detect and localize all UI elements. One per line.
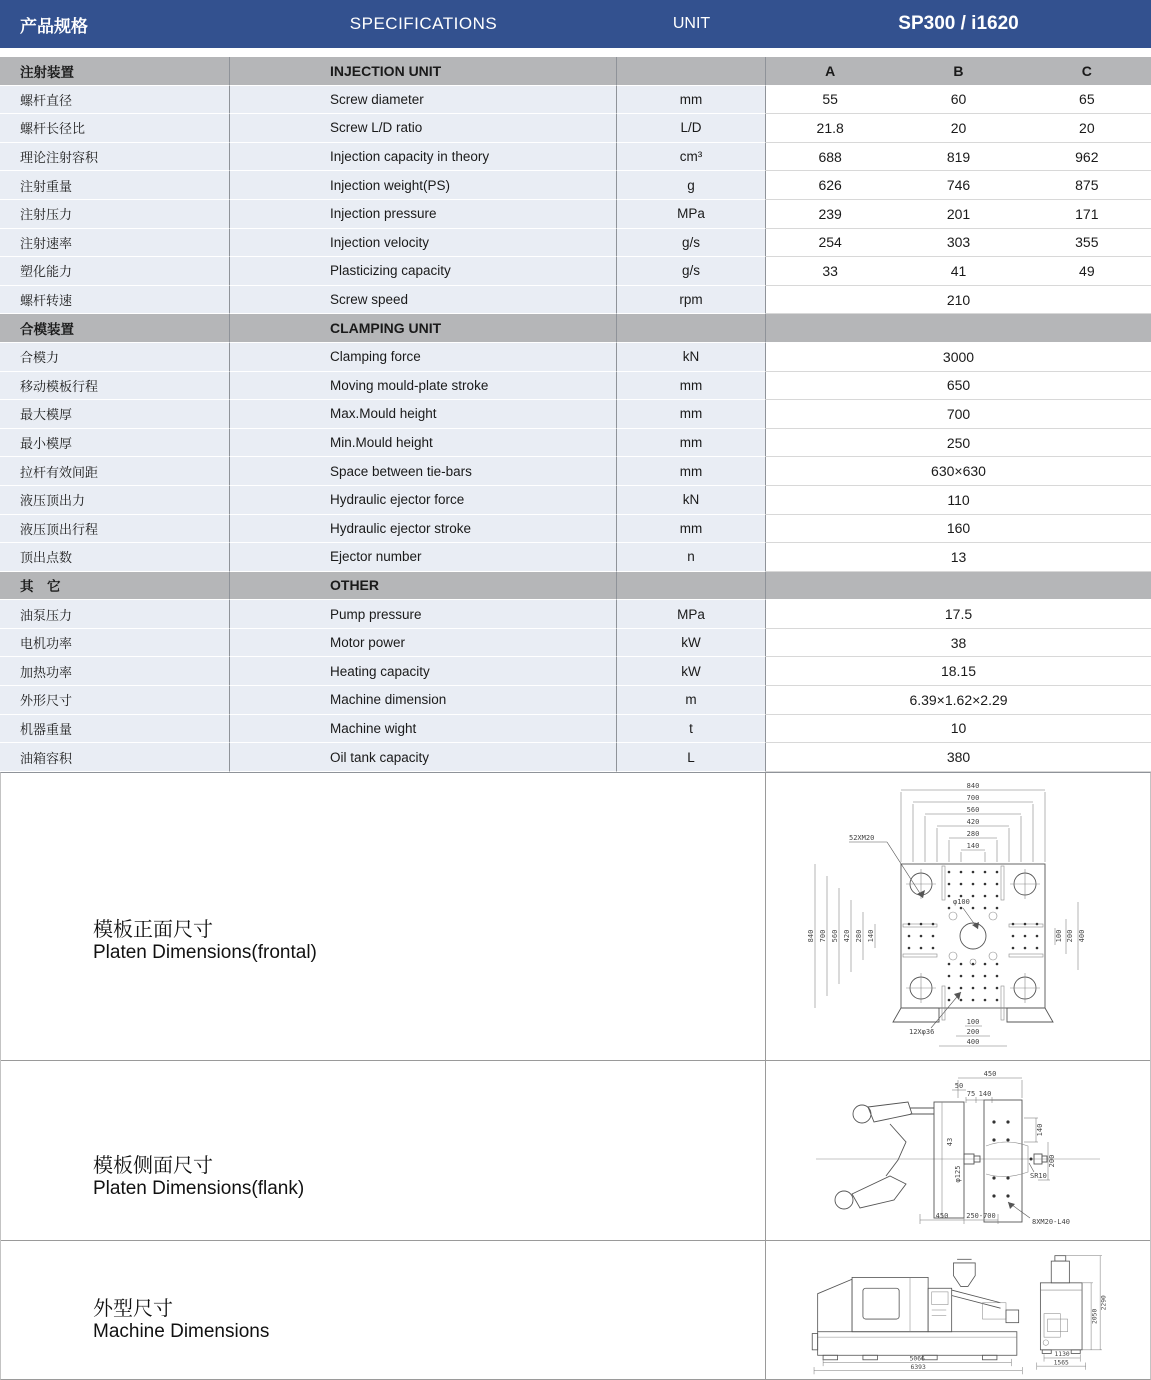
spec-en: Hydraulic ejector force (230, 486, 617, 515)
spec-unit: L (617, 743, 766, 772)
section-row-injection (0, 57, 1151, 86)
dim-label: 140 (867, 930, 875, 943)
spec-en: Injection weight(PS) (230, 171, 617, 200)
table-row (0, 171, 1151, 200)
header-bar (0, 0, 1151, 48)
value-b: 303 (946, 234, 971, 251)
spec-en: Screw diameter (230, 86, 617, 115)
section-en: CLAMPING UNIT (230, 314, 617, 343)
spec-unit: g/s (617, 229, 766, 258)
value-b: 201 (946, 205, 971, 222)
value-b: 819 (946, 148, 971, 165)
header-title-cn: 产品规格 (20, 16, 88, 36)
panel-label-en: Machine Dimensions (93, 1321, 270, 1343)
spec-cn: 注射速率 (0, 229, 230, 258)
table-row (0, 343, 1151, 372)
panel-label-machine (1, 1241, 766, 1379)
spec-en: Clamping force (230, 343, 617, 372)
spec-cn: 液压顶出行程 (0, 515, 230, 544)
spec-unit: mm (617, 372, 766, 401)
value-a: 21.8 (816, 119, 844, 136)
table-row (0, 86, 1151, 115)
section-cn: 注射装置 (0, 57, 230, 86)
dim-label: 6393 (910, 1363, 926, 1371)
spec-value: 18.15 (766, 657, 1151, 686)
value-c: 355 (1075, 234, 1099, 251)
dim-label: 75 (966, 1090, 976, 1099)
spec-cn: 螺杆直径 (0, 86, 230, 115)
col-label-c: C (1081, 62, 1092, 79)
machine-drawing-cell (766, 1241, 1150, 1379)
spec-cn: 油泵压力 (0, 600, 230, 629)
section-unit (617, 57, 766, 86)
flank-drawing-cell (766, 1061, 1150, 1240)
spec-cn: 注射重量 (0, 171, 230, 200)
ring-label: φ125 (954, 1165, 962, 1183)
spec-cn: 油箱容积 (0, 743, 230, 772)
spec-unit: mm (617, 457, 766, 486)
spec-unit: MPa (617, 600, 766, 629)
spec-value: 17.5 (766, 600, 1151, 629)
spec-values (766, 86, 1151, 115)
spec-unit: kN (617, 486, 766, 515)
spec-cn: 塑化能力 (0, 257, 230, 286)
spec-value: 160 (766, 515, 1151, 544)
panel-label-cn: 模板正面尺寸 (93, 918, 213, 941)
section-values (766, 314, 1151, 343)
spec-en: Hydraulic ejector stroke (230, 515, 617, 544)
section-values (766, 572, 1151, 601)
spec-en: Heating capacity (230, 657, 617, 686)
spec-value: 210 (766, 286, 1151, 315)
dim-label: 50 (954, 1082, 964, 1091)
spec-values (766, 200, 1151, 229)
section-row-clamping (0, 314, 1151, 343)
spec-cn: 液压顶出力 (0, 486, 230, 515)
spec-unit: g/s (617, 257, 766, 286)
dim-label: 250-700 (966, 1212, 996, 1221)
table-row (0, 457, 1151, 486)
section-row-other (0, 572, 1151, 601)
sr-label: SR10 (1030, 1172, 1047, 1181)
bolt-spec-label: 8XM20-L40 (1032, 1218, 1070, 1227)
value-a: 626 (818, 177, 842, 194)
header-gap (0, 48, 1151, 57)
spec-value: 700 (766, 400, 1151, 429)
spec-en: Motor power (230, 629, 617, 658)
spec-unit: t (617, 715, 766, 744)
value-c: 20 (1079, 119, 1095, 136)
panel-machine-dimensions (1, 1240, 1150, 1379)
value-c: 49 (1079, 262, 1095, 279)
panel-platen-flank (1, 1060, 1150, 1240)
drawings-region (0, 772, 1151, 1380)
spec-value: 3000 (766, 343, 1151, 372)
spec-cn: 注射压力 (0, 200, 230, 229)
dim-label: 1130 (1054, 1351, 1070, 1359)
spec-cn: 最小模厚 (0, 429, 230, 458)
table-row (0, 200, 1151, 229)
spec-cn: 顶出点数 (0, 543, 230, 572)
dim-label: 2050 (1091, 1308, 1099, 1324)
spec-value: 630×630 (766, 457, 1151, 486)
dim-label: 5066 (909, 1355, 925, 1363)
value-a: 33 (822, 262, 838, 279)
dim-label: 560 (831, 930, 839, 943)
panel-label-frontal (1, 773, 766, 1060)
dim-label: 200 (1066, 930, 1074, 943)
value-b: 41 (950, 262, 967, 279)
dim-label: 700 (819, 930, 827, 943)
spec-unit: cm³ (617, 143, 766, 172)
dim-label: 450 (935, 1212, 949, 1221)
dim-label: 140 (978, 1090, 992, 1099)
spec-unit: n (617, 543, 766, 572)
value-a: 688 (818, 148, 842, 165)
spec-en: Injection capacity in theory (230, 143, 617, 172)
table-row (0, 686, 1151, 715)
spec-value: 250 (766, 429, 1151, 458)
dim-label: 420 (966, 818, 980, 827)
spec-cn: 电机功率 (0, 629, 230, 658)
dim-label: 450 (983, 1070, 997, 1079)
dim-label: 700 (966, 794, 980, 803)
spec-en: Machine dimension (230, 686, 617, 715)
table-row (0, 600, 1151, 629)
table-row (0, 715, 1151, 744)
header-unit-label: UNIT (672, 15, 711, 32)
spec-cn: 拉杆有效间距 (0, 457, 230, 486)
spec-value: 38 (766, 629, 1151, 658)
panel-platen-frontal (1, 773, 1150, 1060)
dim-label: 280 (855, 930, 863, 943)
spec-unit: kW (617, 629, 766, 658)
frontal-drawing-cell (766, 773, 1150, 1060)
section-col-labels (766, 57, 1151, 86)
spec-value: 110 (766, 486, 1151, 515)
flank-platen-drawing (808, 1064, 1108, 1236)
dim-label: 200 (1048, 1155, 1056, 1168)
dim-label: 840 (807, 930, 815, 943)
value-a: 254 (818, 234, 842, 251)
value-b: 20 (950, 119, 967, 136)
spec-cn: 合模力 (0, 343, 230, 372)
dim-label: 100 (1055, 930, 1063, 943)
spec-cn: 螺杆长径比 (0, 114, 230, 143)
table-row (0, 372, 1151, 401)
spec-unit: kW (617, 657, 766, 686)
spec-unit: mm (617, 515, 766, 544)
value-a: 55 (822, 91, 838, 108)
table-row (0, 486, 1151, 515)
spec-en: Pump pressure (230, 600, 617, 629)
value-b: 746 (946, 177, 971, 194)
dim-label: 400 (1078, 930, 1086, 943)
spec-cn: 加热功率 (0, 657, 230, 686)
spec-en: Machine wight (230, 715, 617, 744)
col-label-a: A (825, 62, 836, 79)
panel-label-cn: 模板侧面尺寸 (93, 1154, 213, 1177)
table-row (0, 286, 1151, 315)
spec-values (766, 257, 1151, 286)
section-cn: 合模装置 (0, 314, 230, 343)
dim-label: 1565 (1053, 1359, 1069, 1367)
table-row (0, 143, 1151, 172)
value-c: 171 (1075, 205, 1099, 222)
spec-unit: g (617, 171, 766, 200)
dim-label: 560 (966, 806, 980, 815)
spec-en: Screw speed (230, 286, 617, 315)
machine-dimensions-drawing (789, 1243, 1127, 1377)
frontal-platen-drawing (803, 778, 1113, 1054)
bolt-hole-grid (908, 871, 1039, 1002)
spec-unit: kN (617, 343, 766, 372)
dim-label: 100 (966, 1018, 980, 1027)
table-row (0, 743, 1151, 772)
table-row (0, 543, 1151, 572)
spec-en: Space between tie-bars (230, 457, 617, 486)
spec-value: 6.39×1.62×2.29 (766, 686, 1151, 715)
table-row (0, 429, 1151, 458)
spec-unit: mm (617, 86, 766, 115)
dim-label: 140 (1036, 1124, 1044, 1137)
spec-unit: MPa (617, 200, 766, 229)
spec-cn: 螺杆转速 (0, 286, 230, 315)
panel-label-en: Platen Dimensions(frontal) (93, 941, 317, 963)
section-en: INJECTION UNIT (230, 57, 617, 86)
spec-en: Oil tank capacity (230, 743, 617, 772)
value-c: 875 (1075, 177, 1099, 194)
holes-label: 12Xφ36 (909, 1028, 935, 1037)
center-hole-label: φ100 (953, 898, 970, 907)
section-en: OTHER (230, 572, 617, 601)
dim-label: 840 (966, 782, 980, 791)
spec-value: 380 (766, 743, 1151, 772)
spec-en: Screw L/D ratio (230, 114, 617, 143)
spec-unit: rpm (617, 286, 766, 315)
dim-label: 280 (966, 830, 980, 839)
bolt-spec-label: 52XM20 (849, 834, 875, 843)
value-a: 239 (818, 205, 842, 222)
spec-unit: m (617, 686, 766, 715)
table-row (0, 114, 1151, 143)
spec-cn: 外形尺寸 (0, 686, 230, 715)
table-row (0, 257, 1151, 286)
dim-label: 200 (966, 1028, 980, 1037)
spec-values (766, 114, 1151, 143)
spec-table (0, 57, 1151, 772)
table-row (0, 629, 1151, 658)
dim-label: 420 (843, 930, 851, 943)
value-b: 60 (950, 91, 967, 108)
spec-values (766, 171, 1151, 200)
spec-en: Max.Mould height (230, 400, 617, 429)
dim-label: 140 (966, 842, 980, 851)
header-model: SP300 / i1620 (898, 13, 1019, 34)
table-row (0, 657, 1151, 686)
header-title-en: SPECIFICATIONS (349, 14, 498, 33)
dim-label: 400 (966, 1038, 980, 1047)
section-cn: 其 它 (0, 572, 230, 601)
value-c: 962 (1075, 148, 1099, 165)
col-label-b: B (953, 62, 964, 79)
spec-en: Injection velocity (230, 229, 617, 258)
table-row (0, 400, 1151, 429)
spec-unit: mm (617, 400, 766, 429)
spec-values (766, 229, 1151, 258)
panel-label-en: Platen Dimensions(flank) (93, 1177, 305, 1199)
table-row (0, 229, 1151, 258)
dim-label: 2290 (1100, 1294, 1108, 1311)
panel-label-cn: 外型尺寸 (93, 1298, 173, 1321)
spec-cn: 移动模板行程 (0, 372, 230, 401)
spec-cn: 最大模厚 (0, 400, 230, 429)
value-c: 65 (1079, 91, 1095, 108)
spec-value: 10 (766, 715, 1151, 744)
spec-en: Ejector number (230, 543, 617, 572)
spec-values (766, 143, 1151, 172)
spec-value: 13 (766, 543, 1151, 572)
spec-unit: mm (617, 429, 766, 458)
table-row (0, 515, 1151, 544)
spec-en: Injection pressure (230, 200, 617, 229)
section-unit (617, 314, 766, 343)
panel-label-flank (1, 1061, 766, 1240)
spec-unit: L/D (617, 114, 766, 143)
spec-en: Plasticizing capacity (230, 257, 617, 286)
spec-en: Min.Mould height (230, 429, 617, 458)
dim-label: 43 (946, 1138, 954, 1147)
spec-cn: 机器重量 (0, 715, 230, 744)
section-unit (617, 572, 766, 601)
spec-value: 650 (766, 372, 1151, 401)
spec-cn: 理论注射容积 (0, 143, 230, 172)
spec-en: Moving mould-plate stroke (230, 372, 617, 401)
